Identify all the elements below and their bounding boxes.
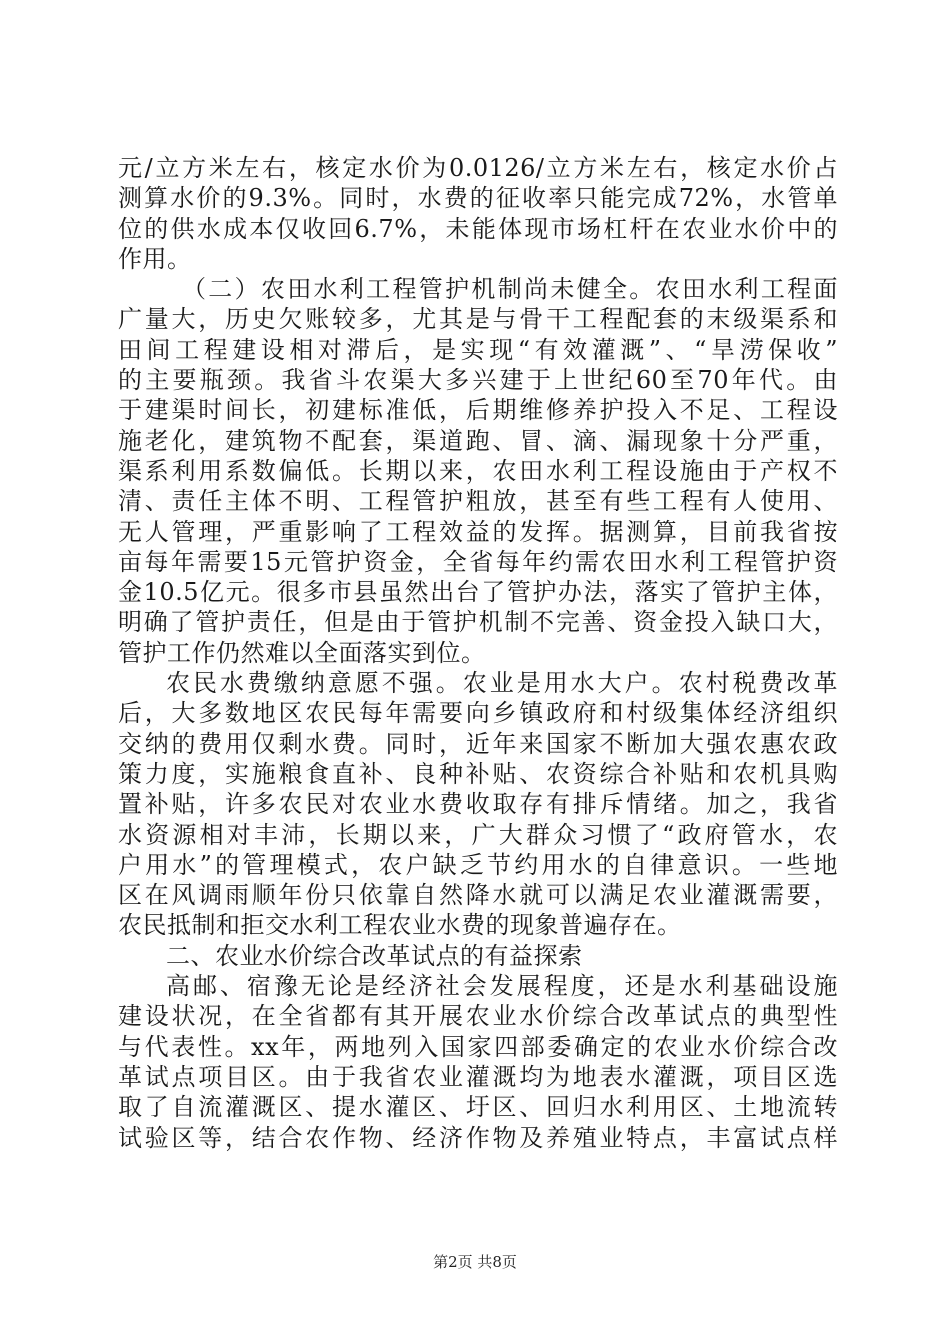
text-line: 于建渠时间长，初建标准低，后期维修养护投入不足、工程设 xyxy=(118,396,838,425)
text-line: 位的供水成本仅收回6.7%，未能体现市场杠杆在农业水价中的 xyxy=(118,214,838,243)
paragraph-first-line: 高邮、宿豫无论是经济社会发展程度，还是水利基础设施 xyxy=(166,972,838,1001)
text-line: 与代表性。xx年，两地列入国家四部委确定的农业水价综合改 xyxy=(118,1032,838,1061)
text-line: 区在风调雨顺年份只依靠自然降水就可以满足农业灌溉需要， xyxy=(118,881,838,910)
text-line: 明确了管护责任，但是由于管护机制不完善、资金投入缺口大， xyxy=(118,608,838,637)
page-number-footer: 第2页 共8页 xyxy=(433,1253,517,1271)
text-line: 置补贴，许多农民对农业水费收取存有排斥情绪。加之，我省 xyxy=(118,790,838,819)
text-line: 后，大多数地区农民每年需要向乡镇政府和村级集体经济组织 xyxy=(118,699,838,728)
text-line: 的主要瓶颈。我省斗农渠大多兴建于上世纪60至70年代。由 xyxy=(118,366,838,395)
text-line: 建设状况，在全省都有其开展农业水价综合改革试点的典型性 xyxy=(118,1002,838,1031)
text-line: 测算水价的9.3%。同时，水费的征收率只能完成72%，水管单 xyxy=(118,184,838,213)
document-body xyxy=(118,153,838,1153)
section-heading-line: （二）农田水利工程管护机制尚未健全。农田水利工程面 xyxy=(182,275,838,304)
text-line: 策力度，实施粮食直补、良种补贴、农资综合补贴和农机具购 xyxy=(118,759,838,788)
text-line: 管护工作仍然难以全面落实到位。 xyxy=(118,638,486,667)
section-heading: 二、农业水价综合改革试点的有益探索 xyxy=(166,941,583,970)
text-line: 试验区等，结合农作物、经济作物及养殖业特点，丰富试点样 xyxy=(118,1123,838,1152)
text-line: 金10.5亿元。很多市县虽然出台了管护办法，落实了管护主体， xyxy=(118,578,838,607)
text-line: 渠系利用系数偏低。长期以来，农田水利工程设施由于产权不 xyxy=(118,456,838,485)
text-line: 亩每年需要15元管护资金，全省每年约需农田水利工程管护资 xyxy=(118,547,838,576)
text-line: 广量大，历史欠账较多，尤其是与骨干工程配套的末级渠系和 xyxy=(118,305,838,334)
text-line: 施老化，建筑物不配套，渠道跑、冒、滴、漏现象十分严重， xyxy=(118,426,838,455)
text-line: 农民抵制和拒交水利工程农业水费的现象普遍存在。 xyxy=(118,911,682,940)
text-line: 田间工程建设相对滞后，是实现“有效灌溉”、“旱涝保收” xyxy=(118,335,838,364)
paragraph-first-line: 农民水费缴纳意愿不强。农业是用水大户。农村税费改革 xyxy=(166,669,838,698)
text-line: 无人管理，严重影响了工程效益的发挥。据测算，目前我省按 xyxy=(118,517,838,546)
text-line: 水资源相对丰沛，长期以来，广大群众习惯了“政府管水，农 xyxy=(118,820,838,849)
text-line: 交纳的费用仅剩水费。同时，近年来国家不断加大强农惠农政 xyxy=(118,729,838,758)
text-line: 取了自流灌溉区、提水灌区、圩区、回归水利用区、土地流转 xyxy=(118,1093,838,1122)
text-line: 元/立方米左右，核定水价为0.0126/立方米左右，核定水价占 xyxy=(118,154,838,182)
text-line: 革试点项目区。由于我省农业灌溉均为地表水灌溉，项目区选 xyxy=(118,1062,838,1091)
text-line: 清、责任主体不明、工程管护粗放，甚至有些工程有人使用、 xyxy=(118,487,838,516)
text-line: 作用。 xyxy=(118,244,192,273)
text-line: 户用水”的管理模式，农户缺乏节约用水的自律意识。一些地 xyxy=(118,850,838,879)
